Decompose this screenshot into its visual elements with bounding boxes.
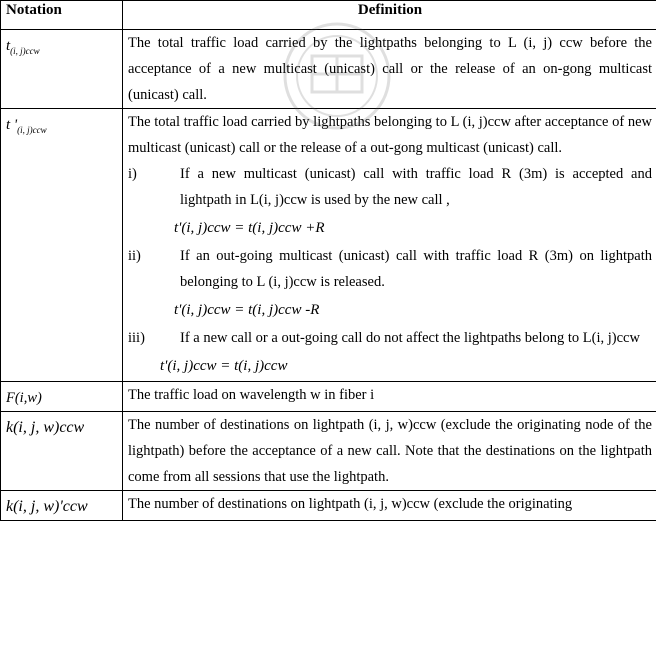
table-row: [1, 412, 656, 491]
notation-t: t: [6, 38, 11, 54]
notation-t-prime: t ': [6, 117, 18, 133]
definition-cell: The number of destinations on lightpath (i, j, w)ccw (exclude the originating: [123, 491, 656, 521]
table-row: [1, 382, 656, 412]
notation-t-sub: (i, j)ccw: [10, 46, 40, 56]
formula: t'(i, j)ccw = t(i, j)ccw -R: [174, 302, 320, 318]
list-item-number: iii): [128, 330, 145, 346]
notation-cell: k(i, j, w)'ccw: [1, 491, 123, 521]
list-item-text: If a new multicast (unicast) call with traffic load R (3m) is accepted and lightpath in L(i, j)ccw is used by the new call ,: [180, 166, 652, 208]
list-item-number: ii): [128, 248, 141, 264]
list-item-number: i): [128, 166, 137, 182]
definition-cell: The total traffic load carried by the lightpaths belonging to L (i, j) ccw before the acceptance of a new multicast (unicast) call or the release of an on-gong multicast (unicast) call.: [123, 30, 656, 109]
list-item: [128, 243, 652, 295]
definition-cell: The number of destinations on lightpath (i, j, w)ccw (exclude the originating node of the lightpath) before the acceptance of a new call. Note that the destinations on the lightpath come from all sessions that use the lightpath.: [123, 412, 656, 491]
watermark-seal-icon: [262, 20, 412, 132]
definition-cell: The traffic load on wavelength w in fiber i: [123, 382, 656, 412]
notation-t-prime-sub: (i, j)ccw: [17, 125, 47, 135]
notation-cell: [1, 30, 123, 109]
notation-cell: F(i,w): [1, 382, 123, 412]
list-item-text: If an out-going multicast (unicast) call with traffic load R (3m) on lightpath belonging to L (i, j)ccw is released.: [180, 248, 652, 290]
definition-cell: [123, 109, 656, 382]
formula: t'(i, j)ccw = t(i, j)ccw +R: [174, 220, 325, 236]
formula: t'(i, j)ccw = t(i, j)ccw: [160, 358, 288, 374]
definition-header: Definition: [123, 1, 656, 30]
list-item-text: If a new call or a out-going call do not affect the lightpaths belong to L(i, j)ccw: [180, 330, 640, 346]
table-row: [1, 491, 656, 521]
notation-header: Notation: [1, 1, 123, 30]
definition-text: The total traffic load carried by lightpaths belonging to L (i, j)ccw after acceptance of new multicast (unicast) call or the release of a out-gong multicast (unicast) call.: [128, 114, 652, 156]
notation-cell: [1, 109, 123, 382]
list-item: [128, 325, 652, 351]
list-item: [128, 161, 652, 213]
table-row: [1, 109, 656, 382]
notation-cell: k(i, j, w)ccw: [1, 412, 123, 491]
